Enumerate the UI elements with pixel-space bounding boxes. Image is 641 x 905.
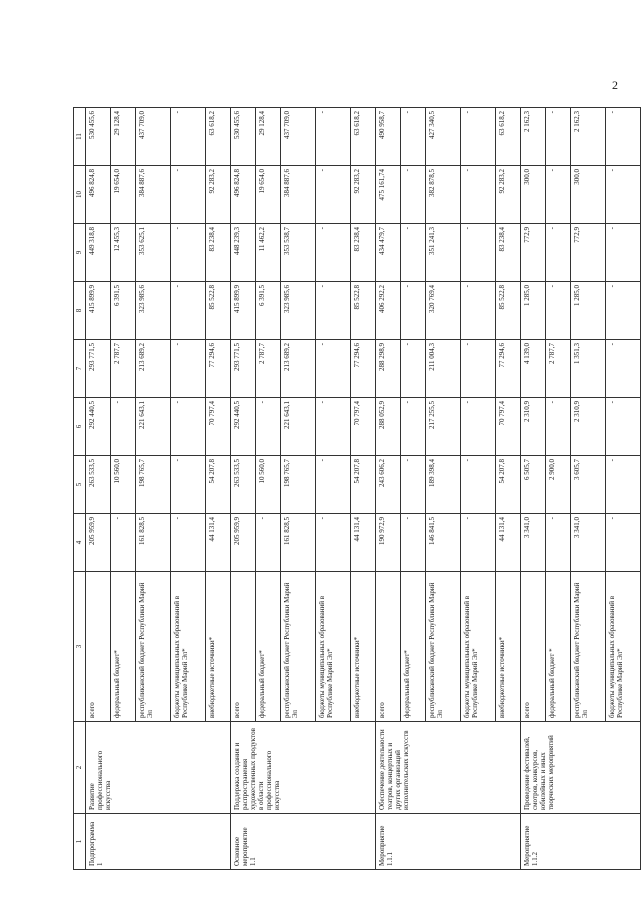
amount-cell: -	[256, 398, 281, 456]
amount-cell: -	[171, 224, 206, 282]
funding-table	[73, 107, 641, 870]
amount-cell: 77 294,6	[351, 340, 376, 398]
column-header-4: 4	[74, 514, 86, 572]
amount-cell: 448 239,3	[231, 224, 256, 282]
column-header-10: 10	[74, 166, 86, 224]
amount-cell: 496 824,8	[231, 166, 256, 224]
funding-source-cell: всего	[231, 572, 256, 722]
funding-source-cell: всего	[86, 572, 111, 722]
amount-cell: 300,0	[571, 166, 606, 224]
funding-source-cell: бюджеты муниципальных образований в Республике Марий Эл*	[171, 572, 206, 722]
program-name-cell: Обеспечение деятельности театров, концертных и других организаций исполнительских искусств	[376, 722, 521, 814]
amount-cell: 320 769,4	[426, 282, 461, 340]
amount-cell: 83 238,4	[496, 224, 521, 282]
amount-cell: -	[401, 282, 426, 340]
column-header-9: 9	[74, 224, 86, 282]
amount-cell: 293 771,5	[231, 340, 256, 398]
amount-cell: -	[606, 456, 641, 514]
amount-cell: 293 771,5	[86, 340, 111, 398]
amount-cell: 19 654,0	[256, 166, 281, 224]
amount-cell: 70 797,4	[206, 398, 231, 456]
amount-cell: 323 985,6	[136, 282, 171, 340]
amount-cell: 530 455,6	[231, 108, 256, 166]
amount-cell: -	[606, 398, 641, 456]
funding-source-cell: бюджеты муниципальных образований в Республике Марий Эл*	[461, 572, 496, 722]
amount-cell: 475 161,74	[376, 166, 401, 224]
amount-cell: 205 959,9	[231, 514, 256, 572]
amount-cell: -	[171, 282, 206, 340]
program-name-cell: Поддержка создания и распространения художественных продуктов в области профессионального искусства	[231, 722, 376, 814]
amount-cell: -	[316, 514, 351, 572]
amount-cell: 3 341,0	[521, 514, 546, 572]
amount-cell: 161 828,5	[136, 514, 171, 572]
amount-cell: 63 618,2	[351, 108, 376, 166]
amount-cell: 351 241,3	[426, 224, 461, 282]
amount-cell: 2 162,3	[521, 108, 546, 166]
program-code-cell: Основное мероприятие 1.1	[231, 814, 376, 870]
amount-cell: -	[316, 398, 351, 456]
amount-cell: 2 310,9	[521, 398, 546, 456]
funding-source-cell: бюджеты муниципальных образований в Республике Марий Эл*	[316, 572, 351, 722]
amount-cell: 288 052,9	[376, 398, 401, 456]
funding-source-cell: республиканский бюджет Республики Марий Эл	[281, 572, 316, 722]
amount-cell: -	[316, 166, 351, 224]
page-number: 2	[612, 78, 618, 92]
amount-cell: 77 294,6	[206, 340, 231, 398]
amount-cell: 213 689,2	[281, 340, 316, 398]
amount-cell: 92 283,2	[351, 166, 376, 224]
amount-cell: 83 238,4	[206, 224, 231, 282]
amount-cell: 54 207,8	[206, 456, 231, 514]
funding-source-cell: федеральный бюджет*	[401, 572, 426, 722]
amount-cell: 384 887,6	[281, 166, 316, 224]
amount-cell: 292 440,5	[86, 398, 111, 456]
column-header-8: 8	[74, 282, 86, 340]
amount-cell: 1 285,0	[521, 282, 546, 340]
amount-cell: -	[171, 108, 206, 166]
amount-cell: -	[546, 224, 571, 282]
amount-cell: 63 618,2	[206, 108, 231, 166]
amount-cell: 10 560,0	[256, 456, 281, 514]
amount-cell: -	[401, 224, 426, 282]
amount-cell: -	[461, 398, 496, 456]
column-header-5: 5	[74, 456, 86, 514]
amount-cell: 85 522,8	[351, 282, 376, 340]
amount-cell: 2 900,0	[546, 456, 571, 514]
funding-source-cell: республиканский бюджет Республики Марий Эл	[426, 572, 461, 722]
amount-cell: -	[401, 340, 426, 398]
amount-cell: 44 131,4	[351, 514, 376, 572]
amount-cell: -	[461, 282, 496, 340]
amount-cell: -	[316, 456, 351, 514]
amount-cell: 415 899,9	[86, 282, 111, 340]
amount-cell: -	[546, 514, 571, 572]
amount-cell: 384 887,6	[136, 166, 171, 224]
amount-cell: 530 455,6	[86, 108, 111, 166]
amount-cell: 70 797,4	[351, 398, 376, 456]
amount-cell: 353 538,7	[281, 224, 316, 282]
rotated-table-container	[73, 108, 625, 870]
amount-cell: -	[546, 108, 571, 166]
table-row	[231, 108, 256, 870]
funding-source-cell: внебюджетные источники*	[206, 572, 231, 722]
amount-cell: 77 294,6	[496, 340, 521, 398]
amount-cell: 427 340,5	[426, 108, 461, 166]
amount-cell: 190 972,9	[376, 514, 401, 572]
amount-cell: -	[111, 398, 136, 456]
amount-cell: 44 131,4	[496, 514, 521, 572]
amount-cell: 263 533,5	[231, 456, 256, 514]
amount-cell: 29 128,4	[256, 108, 281, 166]
amount-cell: 63 618,2	[496, 108, 521, 166]
amount-cell: -	[461, 514, 496, 572]
amount-cell: -	[171, 398, 206, 456]
amount-cell: -	[546, 282, 571, 340]
amount-cell: -	[256, 514, 281, 572]
funding-source-cell: всего	[521, 572, 546, 722]
amount-cell: -	[606, 282, 641, 340]
amount-cell: -	[316, 340, 351, 398]
amount-cell: -	[401, 166, 426, 224]
amount-cell: -	[606, 340, 641, 398]
amount-cell: 300,0	[521, 166, 546, 224]
table-row	[376, 108, 401, 870]
amount-cell: -	[461, 340, 496, 398]
amount-cell: -	[401, 398, 426, 456]
amount-cell: 211 004,3	[426, 340, 461, 398]
amount-cell: 11 462,2	[256, 224, 281, 282]
amount-cell: -	[316, 224, 351, 282]
amount-cell: 437 709,0	[136, 108, 171, 166]
rotated-table-sheet	[73, 108, 625, 870]
column-header-2: 2	[74, 722, 86, 814]
column-header-7: 7	[74, 340, 86, 398]
amount-cell: 198 765,7	[136, 456, 171, 514]
amount-cell: 323 985,6	[281, 282, 316, 340]
amount-cell: 415 899,9	[231, 282, 256, 340]
amount-cell: -	[461, 108, 496, 166]
funding-source-cell: всего	[376, 572, 401, 722]
funding-source-cell: федеральный бюджет*	[111, 572, 136, 722]
amount-cell: -	[401, 456, 426, 514]
amount-cell: 213 689,2	[136, 340, 171, 398]
amount-cell: 288 298,9	[376, 340, 401, 398]
amount-cell: 29 128,4	[111, 108, 136, 166]
amount-cell: -	[461, 456, 496, 514]
funding-source-cell: федеральный бюджет*	[256, 572, 281, 722]
amount-cell: -	[606, 108, 641, 166]
amount-cell: 19 654,0	[111, 166, 136, 224]
amount-cell: 772,9	[521, 224, 546, 282]
amount-cell: 198 765,7	[281, 456, 316, 514]
amount-cell: 2 162,3	[571, 108, 606, 166]
amount-cell: 12 455,3	[111, 224, 136, 282]
amount-cell: 1 351,3	[571, 340, 606, 398]
amount-cell: 243 606,2	[376, 456, 401, 514]
funding-source-cell: внебюджетные источники*	[351, 572, 376, 722]
amount-cell: 6 505,7	[521, 456, 546, 514]
funding-source-cell: республиканский бюджет Республики Марий Эл	[571, 572, 606, 722]
amount-cell: -	[316, 108, 351, 166]
amount-cell: 496 824,8	[86, 166, 111, 224]
table-body	[86, 108, 641, 870]
column-header-6: 6	[74, 398, 86, 456]
amount-cell: -	[606, 514, 641, 572]
amount-cell: 353 625,1	[136, 224, 171, 282]
amount-cell: 146 841,5	[426, 514, 461, 572]
amount-cell: 6 391,5	[111, 282, 136, 340]
program-code-cell: Подпрограмма 1	[86, 814, 231, 870]
amount-cell: 772,9	[571, 224, 606, 282]
funding-source-cell: внебюджетные источники*	[496, 572, 521, 722]
amount-cell: -	[111, 514, 136, 572]
amount-cell: -	[171, 340, 206, 398]
amount-cell: 54 207,8	[496, 456, 521, 514]
amount-cell: 92 283,2	[496, 166, 521, 224]
column-header-11: 11	[74, 108, 86, 166]
funding-source-cell: федеральный бюджет *	[546, 572, 571, 722]
amount-cell: 54 207,8	[351, 456, 376, 514]
amount-cell: 161 828,5	[281, 514, 316, 572]
amount-cell: -	[606, 166, 641, 224]
amount-cell: 70 797,4	[496, 398, 521, 456]
amount-cell: 44 131,4	[206, 514, 231, 572]
amount-cell: 2 787,7	[111, 340, 136, 398]
amount-cell: -	[546, 398, 571, 456]
amount-cell: -	[171, 456, 206, 514]
funding-source-cell: бюджеты муниципальных образований в Республике Марий Эл*	[606, 572, 641, 722]
amount-cell: 205 959,9	[86, 514, 111, 572]
amount-cell: -	[171, 514, 206, 572]
amount-cell: 2 787,7	[256, 340, 281, 398]
amount-cell: 3 605,7	[571, 456, 606, 514]
column-header-1: 1	[74, 814, 86, 870]
amount-cell: 83 238,4	[351, 224, 376, 282]
amount-cell: 382 878,5	[426, 166, 461, 224]
amount-cell: -	[546, 166, 571, 224]
amount-cell: 85 522,8	[496, 282, 521, 340]
amount-cell: 10 560,0	[111, 456, 136, 514]
amount-cell: 4 139,0	[521, 340, 546, 398]
amount-cell: 434 479,7	[376, 224, 401, 282]
amount-cell: 189 398,4	[426, 456, 461, 514]
table-row	[86, 108, 111, 870]
amount-cell: 2 310,9	[571, 398, 606, 456]
program-code-cell: Мероприятие 1.1.1	[376, 814, 521, 870]
amount-cell: 292 440,5	[231, 398, 256, 456]
amount-cell: -	[401, 514, 426, 572]
program-code-cell: Мероприятие 1.1.2	[521, 814, 641, 870]
amount-cell: 449 318,8	[86, 224, 111, 282]
program-name-cell: Проведение фестивалей, смотров, конкурсов, юбилейных и иных творческих мероприятий	[521, 722, 641, 814]
funding-source-cell: республиканский бюджет Республики Марий Эл	[136, 572, 171, 722]
amount-cell: 92 283,2	[206, 166, 231, 224]
column-header-3: 3	[74, 572, 86, 722]
amount-cell: -	[461, 224, 496, 282]
amount-cell: 217 255,5	[426, 398, 461, 456]
amount-cell: 263 533,5	[86, 456, 111, 514]
amount-cell: 6 391,5	[256, 282, 281, 340]
amount-cell: 221 643,1	[136, 398, 171, 456]
amount-cell: 3 341,0	[571, 514, 606, 572]
program-name-cell: Развитие профессионального искусства	[86, 722, 231, 814]
amount-cell: 406 292,2	[376, 282, 401, 340]
column-number-header-row	[74, 108, 86, 870]
amount-cell: -	[461, 166, 496, 224]
amount-cell: 221 643,1	[281, 398, 316, 456]
amount-cell: 1 285,0	[571, 282, 606, 340]
amount-cell: 2 787,7	[546, 340, 571, 398]
table-row	[521, 108, 546, 870]
amount-cell: -	[606, 224, 641, 282]
amount-cell: 437 709,0	[281, 108, 316, 166]
amount-cell: -	[171, 166, 206, 224]
amount-cell: -	[316, 282, 351, 340]
amount-cell: -	[401, 108, 426, 166]
amount-cell: 490 958,7	[376, 108, 401, 166]
amount-cell: 85 522,8	[206, 282, 231, 340]
